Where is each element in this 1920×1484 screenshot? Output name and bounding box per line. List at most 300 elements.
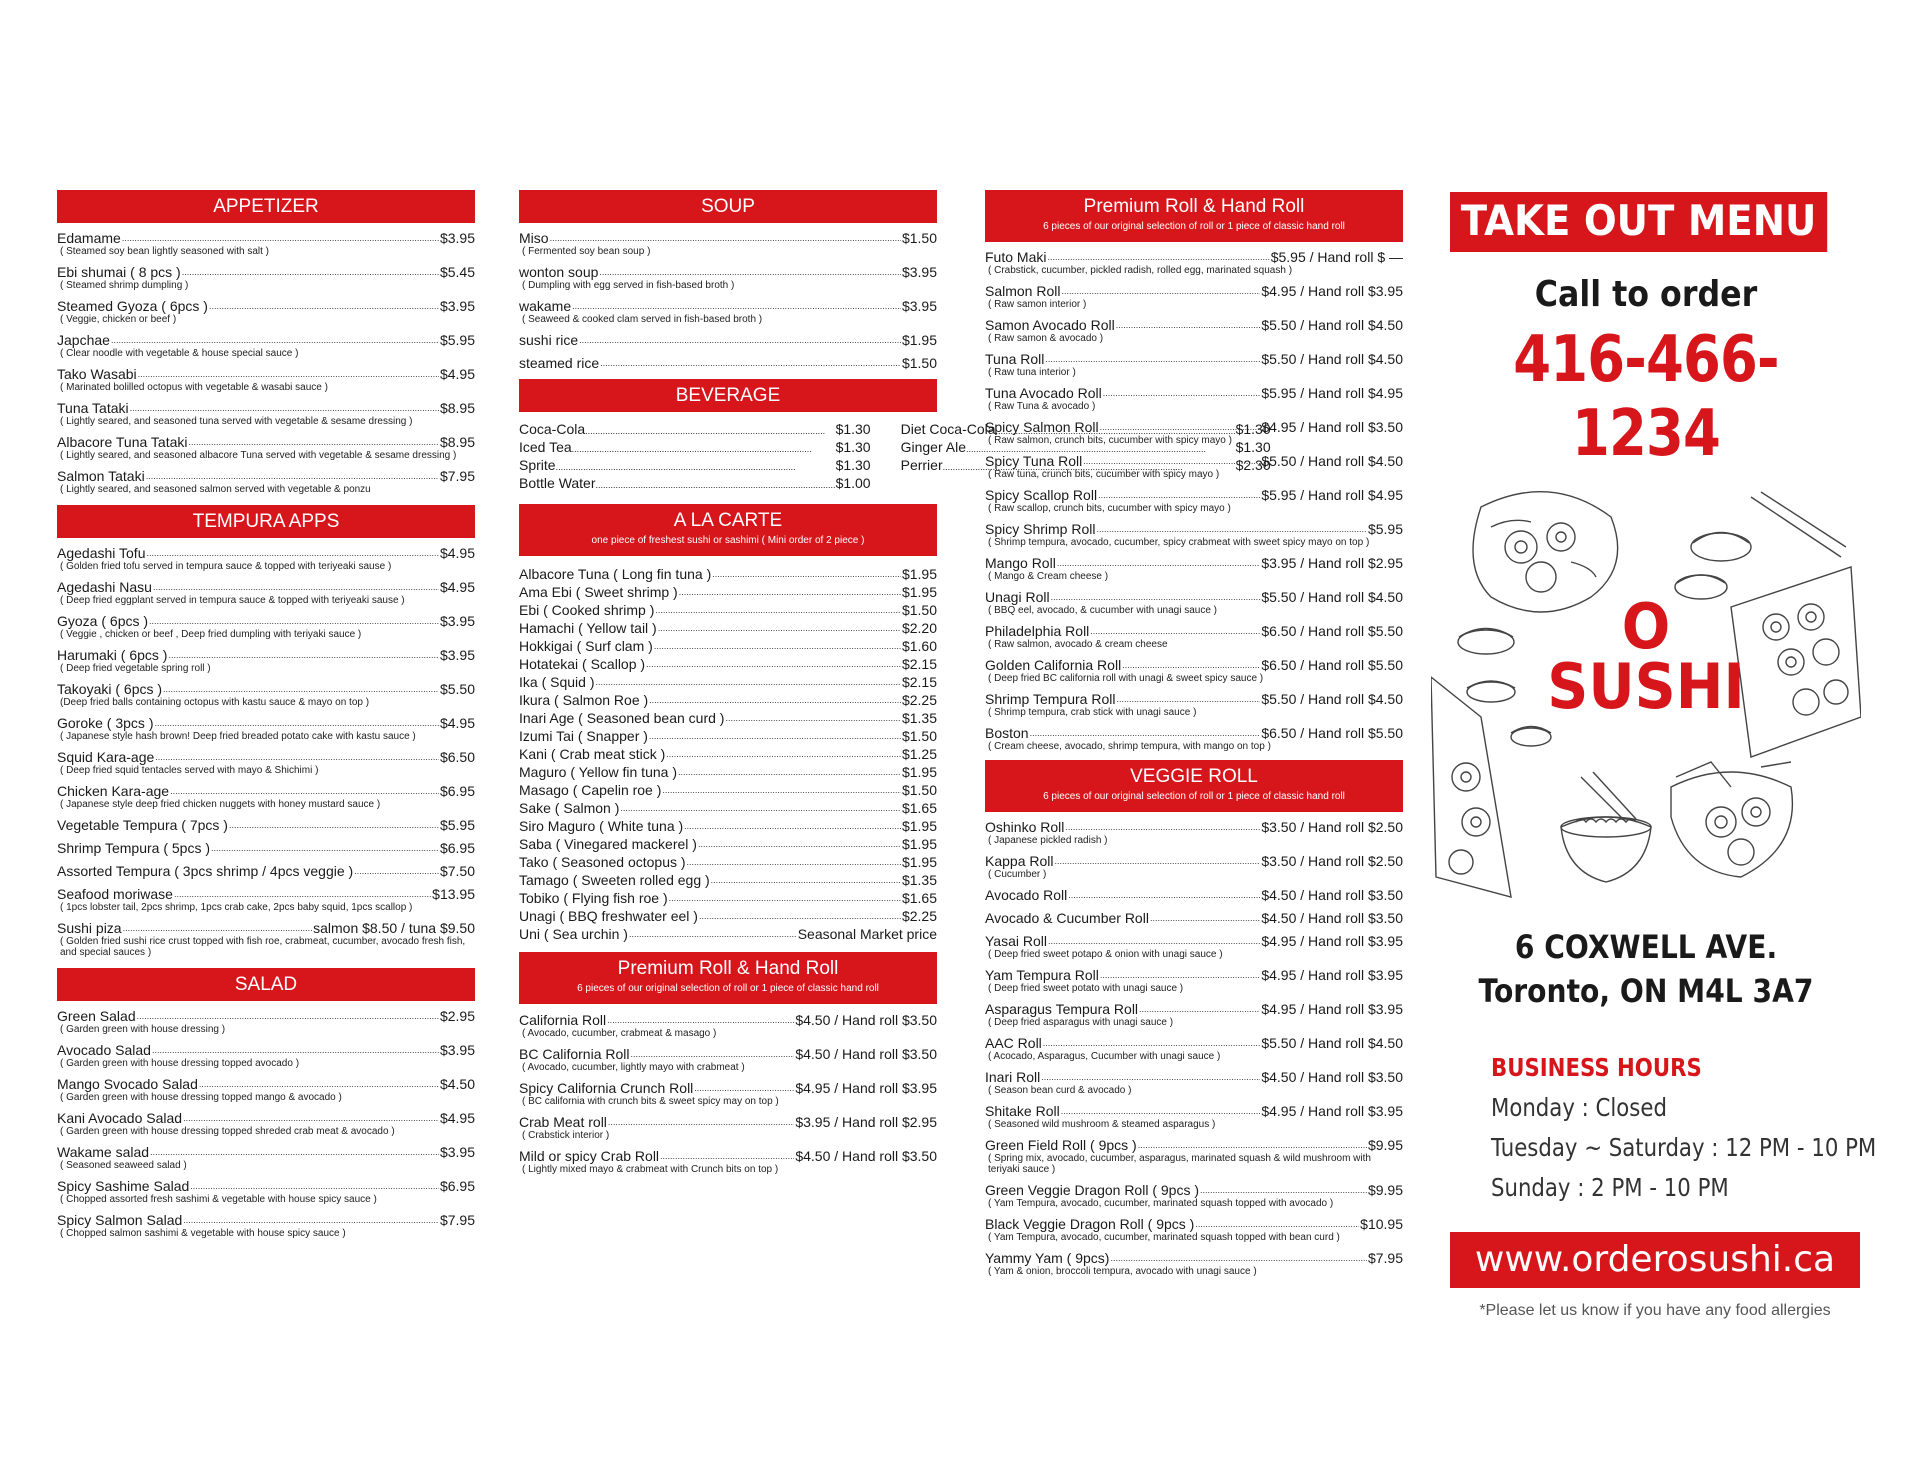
menu-item-row bbox=[985, 521, 1403, 537]
item-price: $4.95 / Hand roll $3.95 bbox=[1261, 283, 1403, 299]
item-price: $9.95 bbox=[1367, 1182, 1403, 1198]
menu-item-row bbox=[57, 400, 475, 416]
hours-sunday: Sunday : 2 PM - 10 PM bbox=[1491, 1173, 1729, 1202]
item-description: ( Golden fried sushi rice crust topped with fish roe, crabmeat, cucumber, avocado fresh fish, and special sauces ) bbox=[60, 936, 466, 958]
item-description: ( Lightly mixed mayo & crabmeat with Crunch bits on top ) bbox=[522, 1164, 779, 1175]
tempura-header: TEMPURA APPS bbox=[57, 505, 475, 538]
leader-dots bbox=[630, 1048, 794, 1060]
leader-dots bbox=[150, 1146, 439, 1158]
phone-number[interactable]: 416-466-1234 bbox=[1513, 323, 1779, 471]
item-description: ( Veggie, chicken or beef ) bbox=[60, 314, 177, 325]
item-name: Boston bbox=[985, 725, 1029, 741]
menu-item-row bbox=[985, 910, 1403, 926]
menu-item-row bbox=[519, 746, 937, 762]
item-description: ( Raw Tuna & avocado ) bbox=[988, 401, 1096, 412]
item-price: $10.95 bbox=[1360, 1216, 1403, 1232]
menu-item-row bbox=[985, 933, 1403, 949]
item-price: $1.50 bbox=[901, 782, 937, 798]
leader-dots bbox=[1045, 353, 1260, 365]
o-sushi-logo bbox=[1448, 590, 1844, 723]
menu-item bbox=[519, 908, 937, 924]
item-name: Tuna Avocado Roll bbox=[985, 385, 1102, 401]
menu-item-row bbox=[519, 1012, 937, 1028]
item-name: Mango Svocado Salad bbox=[57, 1076, 198, 1092]
leader-dots bbox=[1098, 489, 1260, 501]
item-description: ( Raw scallop, crunch bits, cucumber with spicy mayo ) bbox=[988, 503, 1231, 514]
item-price: $4.95 / Hand roll $3.95 bbox=[1261, 1001, 1403, 1017]
item-description: ( Yam Tempura, avocado, cucumber, marinated squash topped with avocado ) bbox=[988, 1198, 1334, 1209]
item-name: Salmon Tataki bbox=[57, 468, 145, 484]
item-price: $2.25 bbox=[901, 908, 937, 924]
menu-item bbox=[985, 487, 1403, 514]
menu-item-row bbox=[519, 1080, 937, 1096]
menu-item bbox=[985, 657, 1403, 684]
leader-dots bbox=[658, 622, 901, 634]
item-name: Green Field Roll ( 9pcs ) bbox=[985, 1137, 1137, 1153]
menu-item-row bbox=[519, 818, 937, 834]
item-description: ( Raw salmon, avocado & cream cheese bbox=[988, 639, 1168, 650]
item-price: $1.95 bbox=[901, 566, 937, 582]
leader-dots bbox=[1116, 319, 1261, 331]
menu-item bbox=[985, 819, 1403, 846]
item-description: ( Raw samon interior ) bbox=[988, 299, 1087, 310]
item-name: Ika ( Squid ) bbox=[519, 674, 595, 690]
item-price: $4.95 / Hand roll $3.95 bbox=[795, 1080, 937, 1096]
menu-item-row bbox=[519, 1114, 937, 1130]
item-price: $1.95 bbox=[901, 764, 937, 780]
menu-item-row bbox=[519, 764, 937, 780]
menu-item bbox=[519, 1012, 937, 1039]
item-description: ( Yam & onion, broccoli tempura, avocado with unagi sauce ) bbox=[988, 1266, 1257, 1277]
menu-item bbox=[57, 264, 475, 291]
item-price: $6.95 bbox=[439, 1178, 475, 1194]
menu-item bbox=[519, 566, 937, 582]
leader-dots bbox=[1100, 969, 1260, 981]
item-name: Tako Wasabi bbox=[57, 366, 137, 382]
item-name: Gyoza ( 6pcs ) bbox=[57, 613, 149, 629]
item-description: ( Dumpling with egg served in fish-based broth ) bbox=[522, 280, 735, 291]
leader-dots bbox=[168, 649, 438, 661]
menu-item bbox=[57, 230, 475, 257]
menu-item bbox=[57, 783, 475, 810]
menu-item bbox=[519, 854, 937, 870]
menu-item bbox=[985, 933, 1403, 960]
leader-dots bbox=[122, 232, 439, 244]
leader-dots bbox=[599, 266, 901, 278]
item-name: Philadelphia Roll bbox=[985, 623, 1090, 639]
menu-item bbox=[519, 620, 937, 636]
alacarte-title: A LA CARTE bbox=[673, 510, 783, 531]
item-description: ( Lightly seared, and seasoned albacore Tuna served with vegetable & sesame dressing ) bbox=[60, 450, 457, 461]
menu-item bbox=[985, 853, 1403, 880]
item-price: $4.50 / Hand roll $3.50 bbox=[1261, 887, 1403, 903]
leader-dots bbox=[654, 640, 901, 652]
menu-item-row bbox=[985, 1069, 1403, 1085]
item-description: ( Seasoned wild mushroom & steamed asparagus ) bbox=[988, 1119, 1216, 1130]
item-name: Seafood moriwase bbox=[57, 886, 173, 902]
menu-item-row bbox=[519, 728, 937, 744]
item-description: ( Crabstick, cucumber, pickled radish, rolled egg, marinated squash ) bbox=[988, 265, 1293, 276]
leader-dots bbox=[183, 1112, 439, 1124]
menu-item-row bbox=[519, 355, 937, 371]
beverage-name: Perrier bbox=[900, 457, 943, 473]
premium-roll-header-2 bbox=[519, 952, 937, 1004]
leader-dots bbox=[684, 820, 901, 832]
menu-item-row bbox=[985, 555, 1403, 571]
menu-item-row bbox=[57, 468, 475, 484]
menu-item-row bbox=[57, 579, 475, 595]
menu-item bbox=[519, 674, 937, 690]
menu-item bbox=[519, 890, 937, 906]
leader-dots bbox=[572, 300, 901, 312]
leader-dots bbox=[711, 874, 901, 886]
menu-item bbox=[519, 818, 937, 834]
item-description: ( BBQ eel, avocado, & cucumber with unagi sauce ) bbox=[988, 605, 1218, 616]
item-name: Mild or spicy Crab Roll bbox=[519, 1148, 660, 1164]
item-description: ( Deep fried asparagus with unagi sauce ) bbox=[988, 1017, 1174, 1028]
item-description: ( Garden green with house dressing topped shreded crab meat & avocado ) bbox=[60, 1126, 395, 1137]
menu-item bbox=[57, 1008, 475, 1035]
menu-item-row bbox=[985, 887, 1403, 903]
item-price: $4.95 / Hand roll $3.95 bbox=[1261, 1103, 1403, 1119]
item-price: $1.95 bbox=[901, 584, 937, 600]
item-price: $1.95 bbox=[901, 854, 937, 870]
item-price: $13.95 bbox=[432, 886, 475, 902]
item-price: $5.95 / Hand roll $4.95 bbox=[1261, 487, 1403, 503]
item-name: Spicy California Crunch Roll bbox=[519, 1080, 694, 1096]
menu-item bbox=[57, 1178, 475, 1205]
alacarte-list bbox=[519, 566, 937, 942]
item-description: ( Deep fried sweet potato with unagi sauce ) bbox=[988, 983, 1184, 994]
menu-item bbox=[57, 545, 475, 572]
salad-header: SALAD bbox=[57, 968, 475, 1001]
leader-dots bbox=[1041, 1071, 1260, 1083]
item-description: ( Clear noodle with vegetable & house special sauce ) bbox=[60, 348, 299, 359]
leader-dots bbox=[183, 1214, 439, 1226]
item-name: Inari Roll bbox=[985, 1069, 1041, 1085]
item-name: Spicy Scallop Roll bbox=[985, 487, 1098, 503]
leader-dots bbox=[620, 802, 901, 814]
item-price: $1.60 bbox=[901, 638, 937, 654]
leader-dots bbox=[1030, 727, 1261, 739]
leader-dots bbox=[669, 892, 901, 904]
item-description: ( Japanese style deep fried chicken nuggets with honey mustard sauce ) bbox=[60, 799, 381, 810]
item-name: Yasai Roll bbox=[985, 933, 1047, 949]
item-description: ( Deep fried BC california roll with unagi & sweet spicy sauce ) bbox=[988, 673, 1264, 684]
leader-dots bbox=[182, 266, 439, 278]
menu-item-row bbox=[57, 1008, 475, 1024]
menu-item bbox=[519, 230, 937, 257]
menu-item bbox=[57, 1076, 475, 1103]
item-description: (Deep fried balls containing octopus with kastu sauce & mayo on top ) bbox=[60, 697, 370, 708]
leader-dots bbox=[1068, 889, 1260, 901]
leader-dots bbox=[154, 717, 438, 729]
item-price: $4.95 bbox=[439, 1110, 475, 1126]
leader-dots bbox=[1139, 1003, 1260, 1015]
menu-item bbox=[519, 1148, 937, 1175]
item-name: Mango Roll bbox=[985, 555, 1056, 571]
item-name: Kani ( Crab meat stick ) bbox=[519, 746, 666, 762]
leader-dots bbox=[189, 436, 439, 448]
menu-item bbox=[519, 298, 937, 325]
item-name: Shitake Roll bbox=[985, 1103, 1060, 1119]
item-name: Green Salad bbox=[57, 1008, 136, 1024]
menu-item-row bbox=[519, 332, 937, 348]
item-name: Black Veggie Dragon Roll ( 9pcs ) bbox=[985, 1216, 1195, 1232]
menu-item-row bbox=[57, 681, 475, 697]
item-name: Tamago ( Sweeten rolled egg ) bbox=[519, 872, 710, 888]
alacarte-header bbox=[519, 504, 937, 556]
menu-item bbox=[985, 1182, 1403, 1209]
item-description: ( Lightly seared, and seasoned tuna served with vegetable & sesame dressing ) bbox=[60, 416, 413, 427]
menu-item-row bbox=[57, 434, 475, 450]
menu-item bbox=[519, 926, 937, 942]
menu-item-row bbox=[985, 1001, 1403, 1017]
item-description: ( Spring mix, avocado, cucumber, asparagus, marinated squash & wild mushroom with teriyaki sauce ) bbox=[988, 1153, 1371, 1175]
menu-item bbox=[57, 1144, 475, 1171]
item-price: $6.50 / Hand roll $5.50 bbox=[1261, 623, 1403, 639]
item-price: $5.95 / Hand roll $4.95 bbox=[1261, 385, 1403, 401]
menu-item-row bbox=[985, 283, 1403, 299]
item-name: wonton soup bbox=[519, 264, 599, 280]
menu-item-row bbox=[519, 872, 937, 888]
item-price: $4.50 / Hand roll $3.50 bbox=[795, 1148, 937, 1164]
menu-item bbox=[57, 579, 475, 606]
promo-panel bbox=[1431, 190, 1877, 1320]
leader-dots bbox=[1048, 935, 1260, 947]
menu-item bbox=[57, 840, 475, 856]
item-name: Tako ( Seasoned octopus ) bbox=[519, 854, 686, 870]
leader-dots bbox=[1057, 557, 1261, 569]
leader-dots bbox=[174, 888, 431, 900]
item-name: Albacore Tuna Tataki bbox=[57, 434, 188, 450]
veggie-roll-list bbox=[985, 819, 1403, 1277]
menu-item-row bbox=[985, 385, 1403, 401]
premium-roll-header-1 bbox=[985, 190, 1403, 242]
item-description: ( Steamed shrimp dumpling ) bbox=[60, 280, 189, 291]
item-name: Hokkigai ( Surf clam ) bbox=[519, 638, 653, 654]
leader-dots bbox=[660, 1150, 794, 1162]
menu-item-row bbox=[985, 853, 1403, 869]
item-name: wakame bbox=[519, 298, 572, 314]
leader-dots bbox=[1200, 1184, 1367, 1196]
beverage-name: Iced Tea bbox=[519, 439, 572, 455]
item-description: ( Raw tuna interior ) bbox=[988, 367, 1076, 378]
item-name: Japchae bbox=[57, 332, 110, 348]
item-price: $4.95 bbox=[439, 579, 475, 595]
item-price: $6.50 / Hand roll $5.50 bbox=[1261, 725, 1403, 741]
menu-item bbox=[57, 1110, 475, 1137]
menu-item-row bbox=[57, 613, 475, 629]
menu-item-row bbox=[57, 1042, 475, 1058]
item-description: ( Garden green with house dressing ) bbox=[60, 1024, 226, 1035]
business-hours-title: BUSINESS HOURS bbox=[1491, 1053, 1702, 1082]
allergy-note: *Please let us know if you have any food allergies bbox=[1479, 1302, 1831, 1319]
menu-item bbox=[985, 555, 1403, 582]
leader-dots bbox=[123, 922, 313, 934]
soup-list bbox=[519, 230, 937, 371]
leader-dots bbox=[1083, 455, 1260, 467]
item-name: Albacore Tuna ( Long fin tuna ) bbox=[519, 566, 712, 582]
menu-item-row bbox=[985, 623, 1403, 639]
menu-item bbox=[985, 691, 1403, 718]
business-hours-list bbox=[1431, 1088, 1877, 1208]
menu-item-row bbox=[519, 566, 937, 582]
menu-item-row bbox=[57, 1212, 475, 1228]
item-price: $1.95 bbox=[901, 818, 937, 834]
leader-dots bbox=[146, 547, 438, 559]
item-price: $7.95 bbox=[1367, 1250, 1403, 1266]
beverage-name: Coca-Cola bbox=[519, 421, 586, 437]
item-price: $1.50 bbox=[901, 728, 937, 744]
menu-item-row bbox=[985, 1035, 1403, 1051]
menu-item-row bbox=[519, 602, 937, 618]
leader-dots bbox=[1150, 912, 1260, 924]
leader-dots bbox=[712, 568, 901, 580]
beverage-name: Ginger Ale bbox=[900, 439, 966, 455]
menu-item-row bbox=[985, 819, 1403, 835]
item-name: Unagi ( BBQ freshwater eel ) bbox=[519, 908, 698, 924]
item-description: ( Japanese pickled radish ) bbox=[988, 835, 1108, 846]
item-price: $5.50 / Hand roll $4.50 bbox=[1261, 589, 1403, 605]
item-name: Miso bbox=[519, 230, 549, 246]
item-name: Vegetable Tempura ( 7pcs ) bbox=[57, 817, 228, 833]
leader-dots bbox=[699, 910, 901, 922]
item-price: $3.95 bbox=[901, 298, 937, 314]
menu-item bbox=[57, 434, 475, 461]
item-name: Maguro ( Yellow fin tuna ) bbox=[519, 764, 677, 780]
menu-item-row bbox=[519, 908, 937, 924]
item-name: Assorted Tempura ( 3pcs shrimp / 4pcs veggie ) bbox=[57, 863, 354, 879]
menu-item bbox=[57, 366, 475, 393]
item-description: ( Chopped assorted fresh sashimi & vegetable with house spicy sauce ) bbox=[60, 1194, 377, 1205]
menu-item bbox=[519, 872, 937, 888]
menu-item-row bbox=[57, 298, 475, 314]
leader-dots bbox=[1051, 591, 1261, 603]
item-description: ( Seasoned seaweed salad ) bbox=[60, 1160, 187, 1171]
item-price: $6.95 bbox=[439, 783, 475, 799]
menu-item-row bbox=[985, 657, 1403, 673]
item-description: ( Garden green with house dressing topped avocado ) bbox=[60, 1058, 300, 1069]
menu-item-row bbox=[985, 249, 1403, 265]
leader-dots bbox=[655, 604, 901, 616]
leader-dots bbox=[556, 461, 836, 474]
premium-roll-title-1: Premium Roll & Hand Roll bbox=[1083, 196, 1305, 217]
menu-item-row bbox=[985, 1216, 1403, 1232]
menu-item-row bbox=[57, 749, 475, 765]
menu-item-row bbox=[519, 264, 937, 280]
item-price: $4.95 bbox=[439, 366, 475, 382]
menu-item-row bbox=[519, 890, 937, 906]
item-description: ( Season bean curd & avocado ) bbox=[988, 1085, 1132, 1096]
menu-item-row bbox=[519, 1046, 937, 1062]
leader-dots bbox=[1096, 523, 1366, 535]
beverage-price: $2.30 bbox=[1235, 457, 1271, 473]
leader-dots bbox=[662, 784, 901, 796]
leader-dots bbox=[1043, 1037, 1261, 1049]
item-price: $2.25 bbox=[901, 692, 937, 708]
leader-dots bbox=[1195, 1218, 1359, 1230]
menu-item-row bbox=[985, 351, 1403, 367]
item-name: Spicy Tuna Roll bbox=[985, 453, 1083, 469]
menu-item-row bbox=[519, 1148, 937, 1164]
item-price: $9.95 bbox=[1367, 1137, 1403, 1153]
item-price: $1.95 bbox=[901, 332, 937, 348]
leader-dots bbox=[155, 751, 439, 763]
leader-dots bbox=[596, 479, 836, 492]
menu-item bbox=[985, 623, 1403, 650]
item-description: ( Fermented soy bean soup ) bbox=[522, 246, 651, 257]
item-price: $7.95 bbox=[439, 468, 475, 484]
menu-item-row bbox=[519, 926, 937, 942]
menu-item-row bbox=[519, 710, 937, 726]
beverage-name: Diet Coca-Cola bbox=[900, 421, 996, 437]
menu-item-row bbox=[985, 1103, 1403, 1119]
item-description: ( Deep fried squid tentacles served with mayo & Shichimi ) bbox=[60, 765, 319, 776]
menu-item-row bbox=[985, 453, 1403, 469]
item-description: ( BC california with crunch bits & sweet spicy may on top ) bbox=[522, 1096, 779, 1107]
website-link[interactable]: www.orderosushi.ca bbox=[1450, 1232, 1860, 1288]
menu-item-row bbox=[57, 647, 475, 663]
menu-item-row bbox=[57, 1144, 475, 1160]
item-name: California Roll bbox=[519, 1012, 607, 1028]
leader-dots bbox=[199, 1078, 439, 1090]
menu-column-1 bbox=[57, 190, 475, 1239]
item-price: $3.95 bbox=[439, 1042, 475, 1058]
menu-item-row bbox=[57, 366, 475, 382]
item-price: $5.95 bbox=[439, 817, 475, 833]
leader-dots bbox=[585, 425, 835, 438]
item-name: Shrimp Tempura Roll bbox=[985, 691, 1116, 707]
item-name: Sake ( Salmon ) bbox=[519, 800, 620, 816]
menu-item bbox=[985, 453, 1403, 480]
leader-dots bbox=[698, 838, 901, 850]
item-description: ( Raw salmon, crunch bits, cucumber with spicy mayo ) bbox=[988, 435, 1232, 446]
menu-item-row bbox=[519, 692, 937, 708]
beverage-name: Sprite bbox=[519, 457, 556, 473]
leader-dots bbox=[649, 730, 901, 742]
menu-item bbox=[519, 800, 937, 816]
menu-item-row bbox=[985, 725, 1403, 741]
item-price: $3.95 bbox=[439, 298, 475, 314]
menu-item bbox=[985, 317, 1403, 344]
item-description: ( Veggie , chicken or beef , Deep fried dumpling with teriyaki sauce ) bbox=[60, 629, 362, 640]
item-price: $1.65 bbox=[901, 800, 937, 816]
leader-dots bbox=[137, 1010, 439, 1022]
address-line-2: Toronto, ON M4L 3A7 bbox=[1478, 972, 1814, 1010]
menu-item bbox=[985, 385, 1403, 412]
menu-item bbox=[985, 1069, 1403, 1096]
item-name: Inari Age ( Seasoned bean curd ) bbox=[519, 710, 725, 726]
menu-item bbox=[57, 332, 475, 359]
leader-dots bbox=[1047, 251, 1269, 263]
item-name: Izumi Tai ( Snapper ) bbox=[519, 728, 648, 744]
item-price: $4.50 / Hand roll $3.50 bbox=[1261, 910, 1403, 926]
item-name: Saba ( Vinegared mackerel ) bbox=[519, 836, 697, 852]
item-description: ( Mango & Cream cheese ) bbox=[988, 571, 1109, 582]
item-description: ( Chopped salmon sashimi & vegetable with house spicy sauce ) bbox=[60, 1228, 346, 1239]
menu-item bbox=[519, 264, 937, 291]
veggie-roll-title: VEGGIE ROLL bbox=[1130, 766, 1258, 787]
item-name: Samon Avocado Roll bbox=[985, 317, 1115, 333]
soup-header: SOUP bbox=[519, 190, 937, 223]
logo-line-2: SUSHI bbox=[1547, 650, 1745, 723]
menu-item bbox=[519, 584, 937, 600]
item-description: ( Steamed soy bean lightly seasoned with salt ) bbox=[60, 246, 269, 257]
item-name: Spicy Shrimp Roll bbox=[985, 521, 1096, 537]
item-name: Edamame bbox=[57, 230, 121, 246]
item-name: Kappa Roll bbox=[985, 853, 1054, 869]
